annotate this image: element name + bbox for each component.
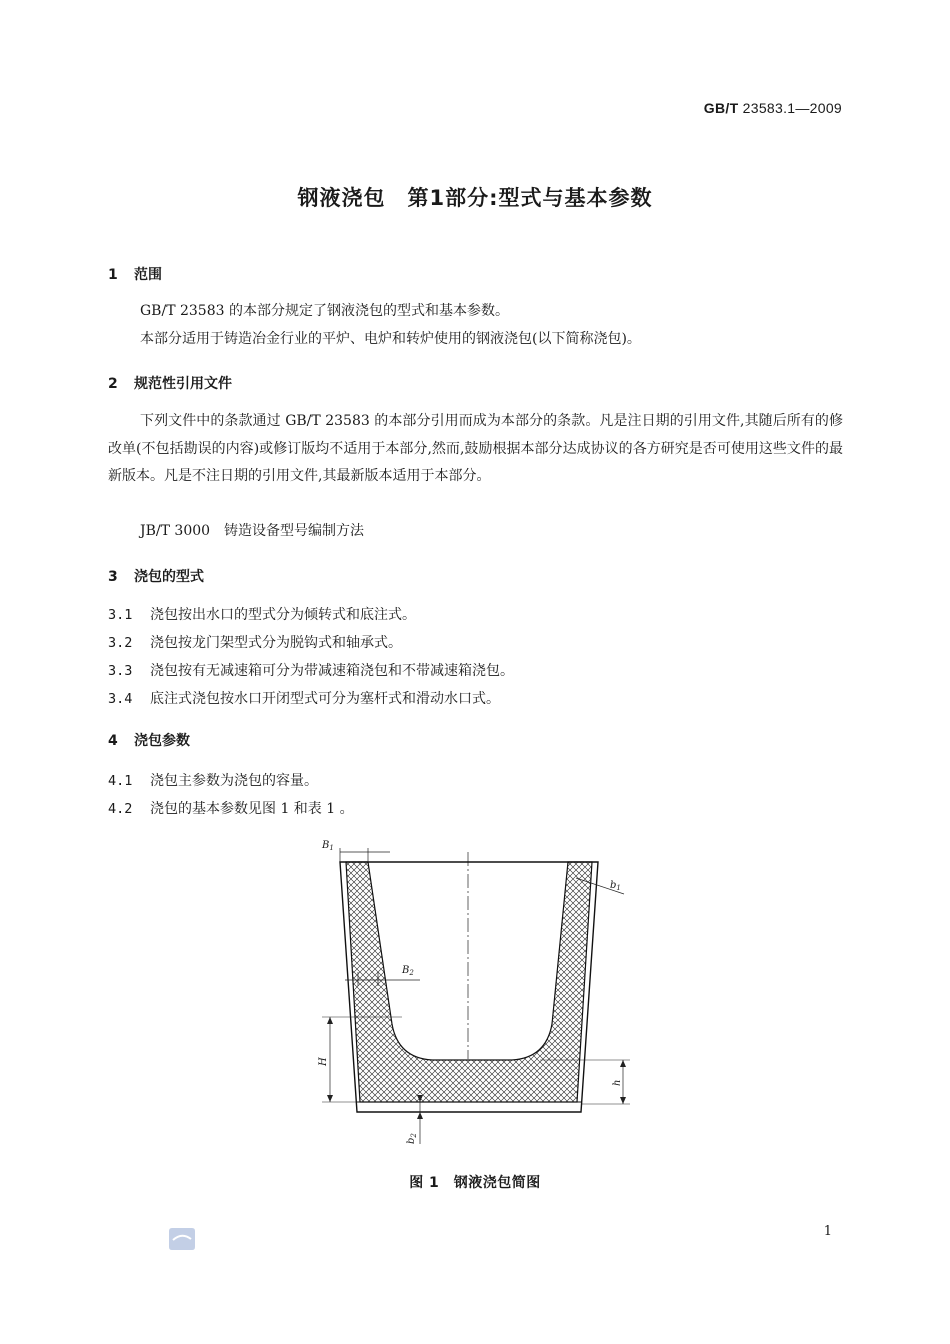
label-H: H <box>318 1057 329 1066</box>
section-number: 4 <box>108 733 118 749</box>
clause-number: 4.1 <box>108 773 133 789</box>
reference-code: JB/T 3000 <box>140 523 211 539</box>
clause-3-1 <box>108 604 416 624</box>
section-number: 2 <box>108 376 118 392</box>
clause-text: 底注式浇包按水口开闭型式可分为塞杆式和滑动水口式。 <box>150 691 500 707</box>
refractory-lining <box>346 862 592 1102</box>
scope-paragraph-2: 本部分适用于铸造冶金行业的平炉、电炉和转炉使用的钢液浇包(以下简称浇包)。 <box>140 331 641 347</box>
label-B1: $B_1$ <box>322 840 334 852</box>
clause-number: 3.1 <box>108 607 133 623</box>
clause-3-3 <box>108 660 514 680</box>
label-h: h <box>612 1079 623 1086</box>
label-b2: $b_2$ <box>406 1133 418 1144</box>
section-title: 范围 <box>134 267 162 283</box>
clause-text: 浇包按出水口的型式分为倾转式和底注式。 <box>150 607 416 623</box>
standard-code <box>704 100 842 116</box>
clause-3-4 <box>108 688 500 708</box>
figure-caption: 图 1 钢液浇包简图 <box>409 1175 541 1191</box>
clause-4-2 <box>108 798 354 818</box>
label-B2: $B_2$ <box>402 965 414 977</box>
section-title: 规范性引用文件 <box>134 376 232 392</box>
clause-3-2 <box>108 632 402 652</box>
clause-text: 浇包按有无减速箱可分为带减速箱浇包和不带减速箱浇包。 <box>150 663 514 679</box>
section-2-heading <box>108 373 232 393</box>
clause-number: 3.4 <box>108 691 133 707</box>
reference-title: 铸造设备型号编制方法 <box>224 523 365 539</box>
section-number: 1 <box>108 267 118 283</box>
clause-number: 3.3 <box>108 663 133 679</box>
clause-text: 浇包的基本参数见图 1 和表 1 。 <box>150 801 354 817</box>
section-title: 浇包的型式 <box>134 569 204 585</box>
label-b1: $b_1$ <box>610 880 621 892</box>
section-3-heading <box>108 566 204 586</box>
references-paragraph: 下列文件中的条款通过 GB/T 23583 的本部分引用而成为本部分的条款。凡是注日期的引用文件,其随后所有的修改单(不包括勘误的内容)或修订版均不适用于本部分,然而,鼓励根据本部分达成协议的各方研究是否可使用这些文件的最新版本。凡是不注日期的引用文件,其最新版本适用于本部分。 <box>108 413 843 484</box>
section-1-heading <box>108 264 162 284</box>
watermark-logo <box>168 1226 196 1252</box>
clause-text: 浇包主参数为浇包的容量。 <box>150 773 318 789</box>
page-number: 1 <box>823 1224 832 1239</box>
section-number: 3 <box>108 569 118 585</box>
clause-number: 4.2 <box>108 801 133 817</box>
section-4-heading <box>108 730 190 750</box>
scope-paragraph-1: GB/T 23583 的本部分规定了钢液浇包的型式和基本参数。 <box>140 303 509 319</box>
clause-4-1 <box>108 770 318 790</box>
section-title: 浇包参数 <box>134 733 190 749</box>
reference-entry <box>108 518 843 546</box>
standard-number: 23583.1—2009 <box>742 100 842 116</box>
standard-prefix: GB/T <box>703 100 739 116</box>
ladle-diagram <box>300 834 640 1150</box>
document-title: 钢液浇包 第1部分:型式与基本参数 <box>297 186 653 210</box>
clause-number: 3.2 <box>108 635 133 651</box>
clause-text: 浇包按龙门架型式分为脱钩式和轴承式。 <box>150 635 402 651</box>
